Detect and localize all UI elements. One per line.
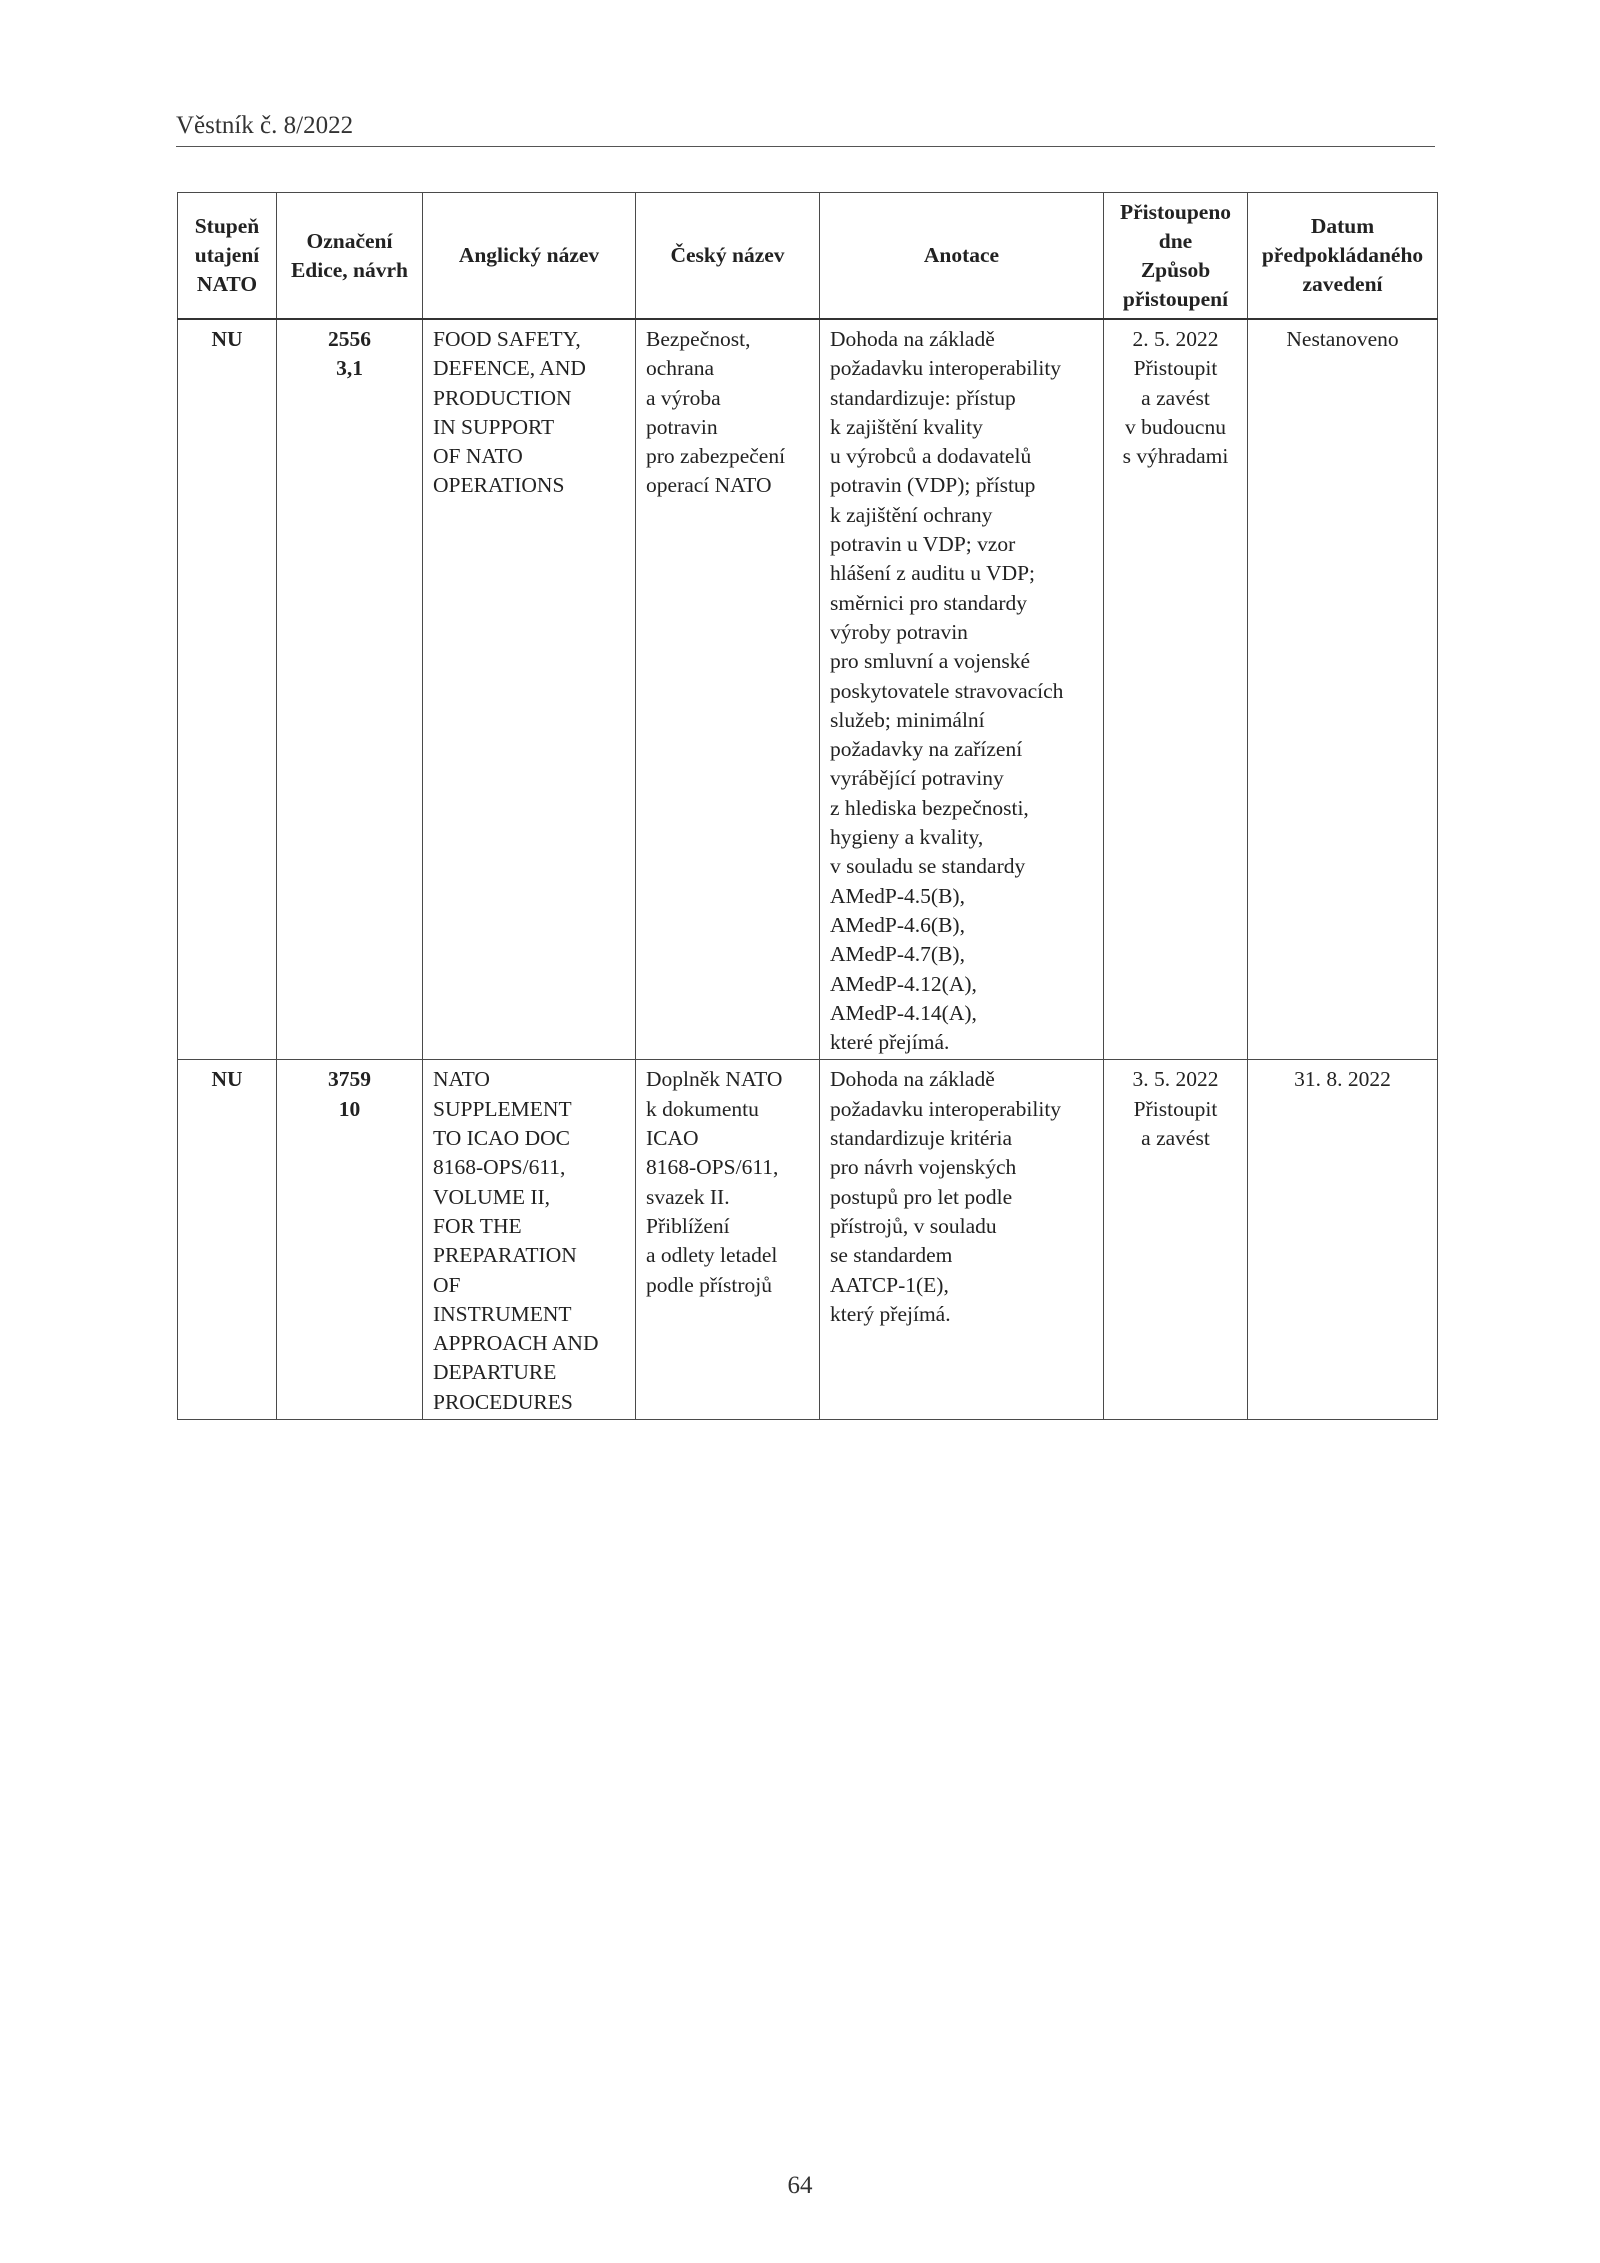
annotation-cell: Dohoda na základě požadavku interoperability standardizuje kritéria pro návrh vojenských postupů pro let podle přístrojů, v souladu se standardem AATCP-1(E), který přejímá.	[820, 1060, 1104, 1420]
english-title-cell: NATO SUPPLEMENT TO ICAO DOC 8168-OPS/611, VOLUME II, FOR THE PREPARATION OF INSTRUMENT APPROACH AND DEPARTURE PROCEDURES	[423, 1060, 636, 1420]
column-header-czech-title: Český název	[636, 193, 820, 320]
annotation-cell: Dohoda na základě požadavku interoperability standardizuje: přístup k zajištění kvality u výrobců a dodavatelů potravin (VDP); přístup k zajištění ochrany potravin u VDP; vzor hlášení z auditu u VDP; směrnici pro standardy výroby potravin pro smluvní a vojenské poskytovatele stravovacích služeb; minimální požadavky na zařízení vyrábějící potraviny z hlediska bezpečnosti, hygieny a kvality, v souladu se standardy AMedP-4.5(B), AMedP-4.6(B), AMedP-4.7(B), AMedP-4.12(A), AMedP-4.14(A), které přejímá.	[820, 319, 1104, 1060]
column-header-annotation: Anotace	[820, 193, 1104, 320]
column-header-english-title: Anglický název	[423, 193, 636, 320]
stanag-edition: 10	[338, 1096, 361, 1121]
table-header-row	[178, 193, 1438, 320]
table-header	[178, 193, 1438, 320]
header-divider	[176, 146, 1435, 147]
column-header-designation: Označení Edice, návrh	[277, 193, 423, 320]
column-header-intro-date: Datum předpokládaného zavedení	[1248, 193, 1438, 320]
page-number: 64	[787, 2172, 813, 2199]
classification-cell: NU	[178, 1060, 277, 1420]
table-row	[178, 319, 1438, 1060]
stanag-edition: 3,1	[336, 356, 363, 381]
czech-title-cell: Doplněk NATO k dokumentu ICAO 8168-OPS/611, svazek II. Přiblížení a odlety letadel podle přístrojů	[636, 1060, 820, 1420]
standards-table	[177, 192, 1438, 1420]
designation-cell	[277, 1060, 423, 1420]
accession-cell: 3. 5. 2022 Přistoupit a zavést	[1104, 1060, 1248, 1420]
accession-cell: 2. 5. 2022 Přistoupit a zavést v budoucnu s výhradami	[1104, 319, 1248, 1060]
stanag-code: 2556	[328, 327, 371, 351]
stanag-code: 3759	[328, 1067, 371, 1092]
czech-title-cell: Bezpečnost, ochrana a výroba potravin pro zabezpečení operací NATO	[636, 319, 820, 1060]
column-header-classification: Stupeň utajení NATO	[178, 193, 277, 320]
classification-cell: NU	[178, 319, 277, 1060]
bulletin-title: Věstník č. 8/2022	[176, 112, 354, 139]
english-title-cell: FOOD SAFETY, DEFENCE, AND PRODUCTION IN SUPPORT OF NATO OPERATIONS	[423, 319, 636, 1060]
designation-cell	[277, 319, 423, 1060]
table-row	[178, 1060, 1438, 1420]
intro-date-cell: Nestanoveno	[1248, 319, 1438, 1060]
column-header-accession: Přistoupeno dne Způsob přistoupení	[1104, 193, 1248, 320]
intro-date-cell: 31. 8. 2022	[1248, 1060, 1438, 1420]
